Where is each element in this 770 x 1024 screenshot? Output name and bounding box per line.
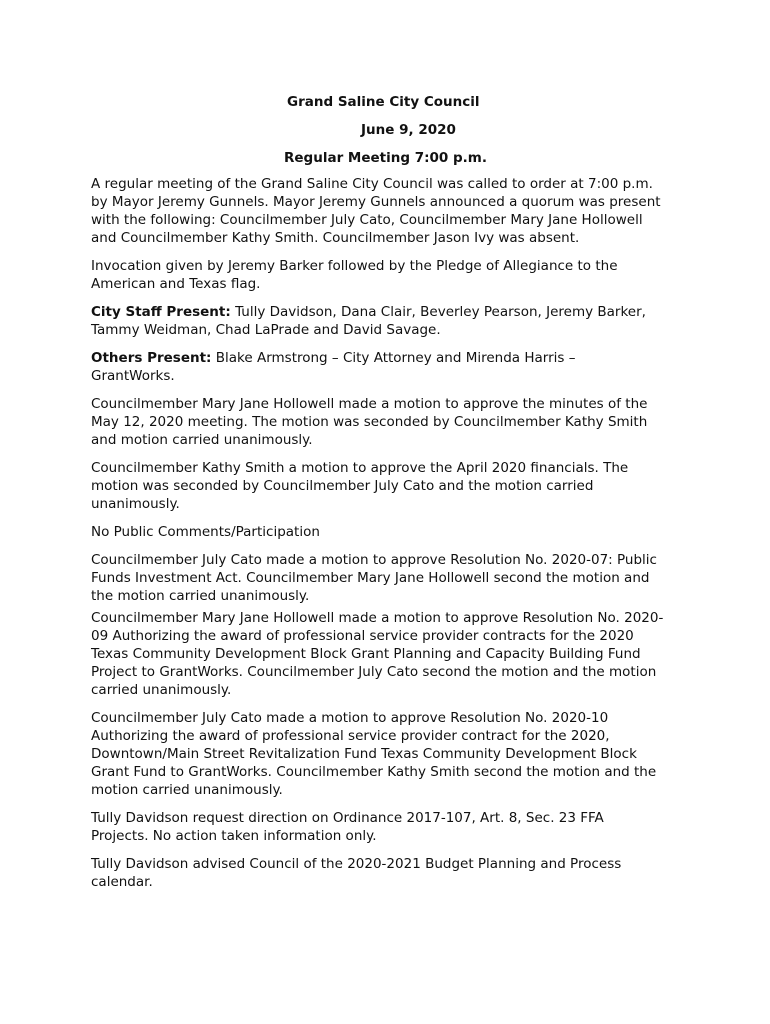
city-staff-paragraph (91, 303, 691, 339)
ordinance-paragraph: Tully Davidson request direction on Ordinance 2017-107, Art. 8, Sec. 23 FFA Projects. No action taken information only. (91, 810, 604, 844)
city-staff-names: Tully Davidson, Dana Clair, Beverley Pearson, Jeremy Barker, Tammy Weidman, Chad LaPrade and David Savage. (91, 304, 646, 338)
document-page (91, 93, 691, 891)
financials-motion-paragraph: Councilmember Kathy Smith a motion to approve the April 2020 financials. The motion was seconded by Councilmember July Cato and the motion carried unanimously. (91, 460, 629, 512)
others-present-paragraph (91, 349, 691, 385)
resolution-10-paragraph: Councilmember July Cato made a motion to approve Resolution No. 2020-10 Authorizing the award of professional service provider contract for the 2020, Downtown/Main Street Revitalization Fund Texas Community Development Block Grant Fund to GrantWorks. Councilmember Kathy Smith second the motion and the motion carried unanimously. (91, 710, 657, 798)
others-present-label: Others Present: (91, 350, 212, 366)
meeting-date: June 9, 2020 (361, 122, 456, 138)
meeting-type: Regular Meeting 7:00 p.m. (284, 150, 487, 166)
minutes-motion-paragraph: Councilmember Mary Jane Hollowell made a motion to approve the minutes of the May 12, 2020 meeting. The motion was seconded by Councilmember Kathy Smith and motion carried unanimously. (91, 396, 648, 448)
budget-paragraph: Tully Davidson advised Council of the 2020-2021 Budget Planning and Process calendar. (91, 856, 622, 890)
resolution-09-paragraph: Councilmember Mary Jane Hollowell made a motion to approve Resolution No. 2020- 09 Authorizing the award of professional service provider contracts for the 2020 Texas Community Development Block Grant Planning and Capacity Building Fund Project to GrantWorks. Councilmember July Cato second the motion and the motion carried unanimously. (91, 610, 664, 698)
document-title: Grand Saline City Council (287, 94, 480, 110)
resolution-07-paragraph: Councilmember July Cato made a motion to approve Resolution No. 2020-07: Public Funds Investment Act. Councilmember Mary Jane Hollowell second the motion and the motion carried unanimously. (91, 552, 657, 604)
invocation-paragraph: Invocation given by Jeremy Barker followed by the Pledge of Allegiance to the American and Texas flag. (91, 258, 618, 292)
others-present-names: Blake Armstrong – City Attorney and Mirenda Harris – GrantWorks. (91, 350, 576, 384)
public-comments-paragraph: No Public Comments/Participation (91, 524, 320, 540)
call-to-order-paragraph: A regular meeting of the Grand Saline City Council was called to order at 7:00 p.m. by Mayor Jeremy Gunnels. Mayor Jeremy Gunnels announced a quorum was present with the following: Councilmember July Cato, Councilmember Mary Jane Hollowell and Councilmember Kathy Smith. Councilmember Jason Ivy was absent. (91, 176, 661, 246)
city-staff-label: City Staff Present: (91, 304, 231, 320)
